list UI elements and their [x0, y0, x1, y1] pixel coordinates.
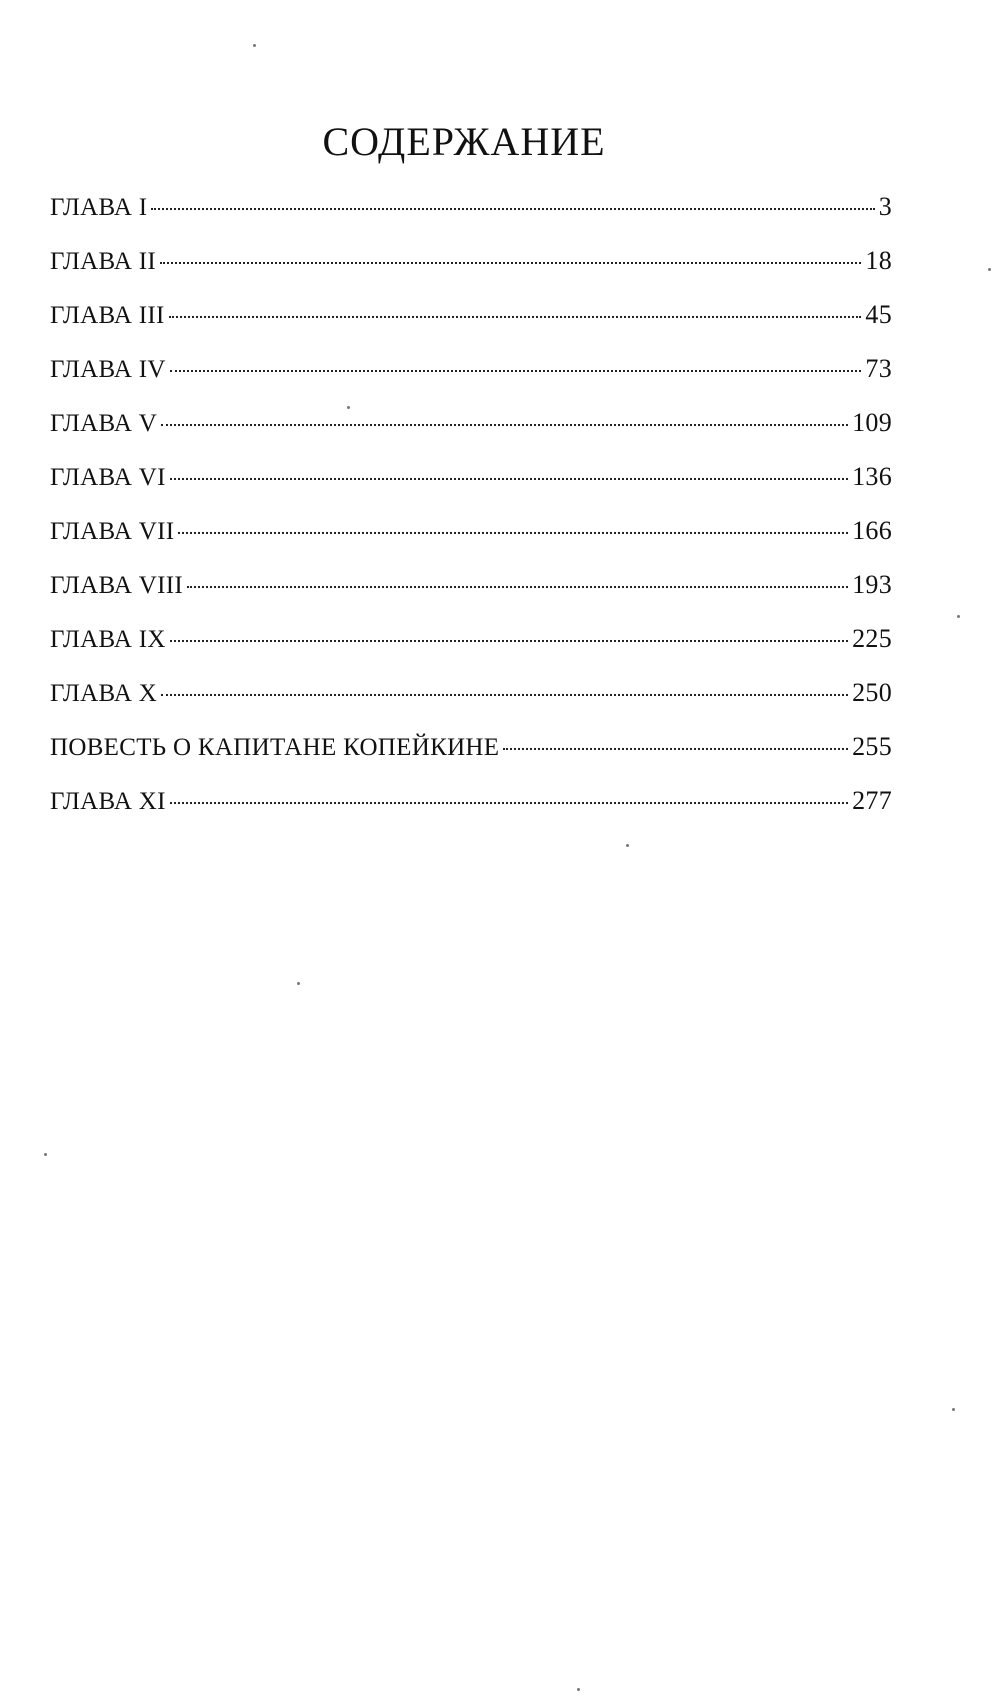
- toc-entry-label: ГЛАВА III: [50, 302, 165, 329]
- toc-entry-chapter-5[interactable]: [50, 408, 892, 462]
- toc-entry-page-number: 3: [878, 192, 892, 221]
- toc-entry-chapter-3[interactable]: [50, 300, 892, 354]
- toc-entry-label: ГЛАВА I: [50, 194, 148, 221]
- toc-entry-label: ГЛАВА II: [50, 248, 157, 275]
- toc-entry-chapter-6[interactable]: [50, 462, 892, 516]
- dot-leader: [160, 262, 861, 264]
- dot-leader: [170, 640, 848, 642]
- dot-leader: [170, 478, 848, 480]
- dot-leader: [503, 748, 848, 750]
- toc-entry-page-number: 250: [852, 678, 892, 707]
- toc-entry-label: ГЛАВА VIII: [50, 572, 184, 599]
- dot-leader: [151, 208, 874, 210]
- scan-speck: [44, 1153, 47, 1156]
- toc-entry-label: ГЛАВА VI: [50, 464, 166, 491]
- toc-entry-page-number: 136: [852, 462, 892, 491]
- toc-entry-label: ПОВЕСТЬ О КАПИТАНЕ КОПЕЙКИНЕ: [50, 734, 500, 761]
- toc-entry-page-number: 166: [852, 516, 892, 545]
- toc-entry-label: ГЛАВА V: [50, 410, 158, 437]
- toc-entry-page-number: 45: [865, 300, 892, 329]
- scan-speck: [347, 406, 350, 409]
- toc-entry-page-number: 277: [852, 786, 892, 815]
- scan-speck: [253, 44, 256, 47]
- toc-entry-label: ГЛАВА IV: [50, 356, 166, 383]
- scan-speck: [577, 1688, 580, 1691]
- toc-entry-chapter-9[interactable]: [50, 624, 892, 678]
- scan-speck: [988, 268, 991, 271]
- dot-leader: [170, 370, 862, 372]
- toc-entry-label: ГЛАВА X: [50, 680, 158, 707]
- scan-speck: [952, 1408, 955, 1411]
- toc-entry-chapter-4[interactable]: [50, 354, 892, 408]
- toc-entry-chapter-10[interactable]: [50, 678, 892, 732]
- scan-speck: [957, 615, 960, 618]
- toc-entry-label: ГЛАВА IX: [50, 626, 166, 653]
- dot-leader: [178, 532, 848, 534]
- toc-entry-page-number: 193: [852, 570, 892, 599]
- toc-entry-chapter-2[interactable]: [50, 246, 892, 300]
- toc-entry-page-number: 255: [852, 732, 892, 761]
- toc-entry-chapter-7[interactable]: [50, 516, 892, 570]
- toc-entry-page-number: 225: [852, 624, 892, 653]
- toc-entry-chapter-1[interactable]: [50, 192, 892, 246]
- toc-entry-chapter-8[interactable]: [50, 570, 892, 624]
- table-of-contents: [50, 192, 892, 840]
- scan-speck: [626, 844, 629, 847]
- toc-entry-page-number: 109: [852, 408, 892, 437]
- toc-entry-page-number: 73: [865, 354, 892, 383]
- dot-leader: [170, 802, 848, 804]
- dot-leader: [169, 316, 862, 318]
- toc-entry-chapter-11[interactable]: [50, 786, 892, 840]
- page-title: СОДЕРЖАНИЕ: [322, 119, 606, 164]
- dot-leader: [161, 424, 848, 426]
- toc-entry-page-number: 18: [865, 246, 892, 275]
- dot-leader: [187, 586, 848, 588]
- toc-entry-label: ГЛАВА VII: [50, 518, 175, 545]
- dot-leader: [161, 694, 848, 696]
- toc-entry-label: ГЛАВА XI: [50, 788, 166, 815]
- toc-entry-kopeikin-story[interactable]: [50, 732, 892, 786]
- scan-speck: [297, 982, 300, 985]
